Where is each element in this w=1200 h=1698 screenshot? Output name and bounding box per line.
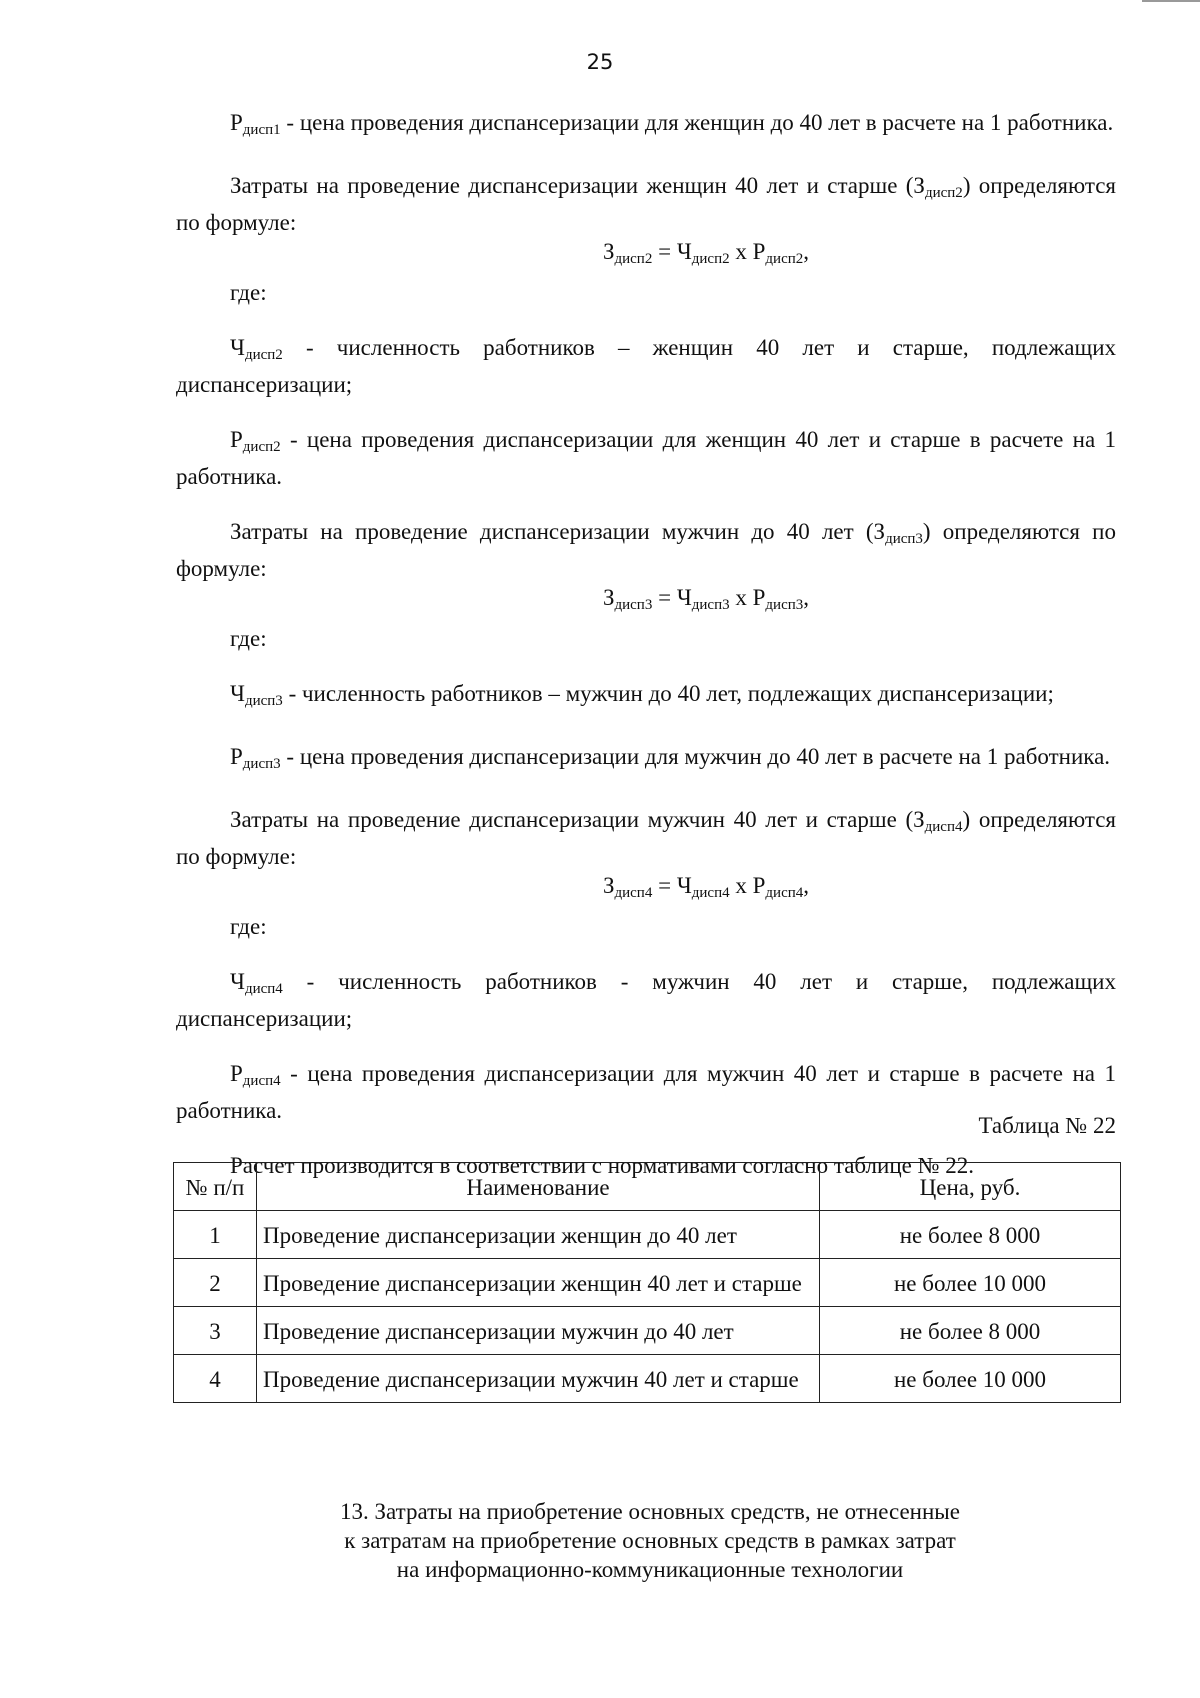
paragraph-p-disp3: $Р_{дисп3}$ - цена проведения диспансеризации для мужчин до 40 лет в расчете на 1 работника. [230,744,1111,772]
table-row [174,1259,1121,1307]
paragraph-p-disp4: $Р_{дисп4}$ - цена проведения диспансеризации для мужчин 40 лет и старше в расчете на 1 работника. [176,1061,1116,1123]
table-row [174,1211,1121,1259]
section-heading-line: на информационно-коммуникационные технологии [396,1557,904,1582]
cell-name: Проведение диспансеризации мужчин до 40 лет [257,1307,820,1355]
table-caption: Таблица № 22 [978,1113,1116,1138]
header-name: Наименование [257,1163,820,1211]
table-row [174,1355,1121,1403]
paragraph-calculation-note: Расчет производится в соответствии с нормативами согласно таблице № 22. [230,1153,975,1178]
paragraph-costs-men-40-plus: Затраты на проведение диспансеризации мужчин 40 лет и старше $(З_{дисп4})$ определяются по формуле: [176,807,1116,869]
cell-name: Проведение диспансеризации мужчин 40 лет и старше [257,1355,820,1403]
table-row [174,1307,1121,1355]
paragraph-p-disp1: $Р_{дисп1}$ - цена проведения диспансеризации для женщин до 40 лет в расчете на 1 работника. [230,110,1114,138]
paragraph-ch-disp4: $Ч_{дисп4}$ - численность работников - мужчин 40 лет и старше, подлежащих диспансеризации; [176,969,1116,1031]
paragraph-p-disp2: $Р_{дисп2}$ - цена проведения диспансеризации для женщин 40 лет и старше в расчете на 1 работника. [176,427,1116,489]
where-label: где: [230,914,267,939]
paragraph-ch-disp3: $Ч_{дисп3}$ - численность работников – мужчин до 40 лет, подлежащих диспансеризации; [230,681,1054,709]
table-header-row [174,1163,1121,1211]
formula-z-disp3: $З_{дисп3} = Ч_{дисп3}$ х $Р_{дисп3}$, [602,585,810,613]
where-label: где: [230,280,267,305]
cell-price: не более 10 000 [820,1355,1121,1403]
formula-z-disp2: $З_{дисп2} = Ч_{дисп2}$ х $Р_{дисп2}$, [602,239,810,267]
cell-number: 2 [174,1259,257,1307]
header-price: Цена, руб. [820,1163,1121,1211]
page-number: 25 [586,50,614,74]
paragraph-costs-women-40-plus: Затраты на проведение диспансеризации женщин 40 лет и старше $(З_{дисп2})$ определяются по формуле: [176,173,1116,235]
header-number: № п/п [174,1163,257,1211]
section-heading-13 [0,1497,1200,1584]
cell-name: Проведение диспансеризации женщин 40 лет и старше [257,1259,820,1307]
top-edge-rule [1142,0,1200,2]
formula-z-disp4: $З_{дисп4} = Ч_{дисп4}$ х $Р_{дисп4}$, [602,873,810,901]
section-heading-line: 13. Затраты на приобретение основных средств, не отнесенные [340,1499,960,1524]
cell-price: не более 8 000 [820,1211,1121,1259]
where-label: где: [230,626,267,651]
cell-price: не более 10 000 [820,1259,1121,1307]
cell-price: не более 8 000 [820,1307,1121,1355]
cell-name: Проведение диспансеризации женщин до 40 лет [257,1211,820,1259]
document-body [176,108,1116,1180]
price-table [173,1162,1121,1403]
paragraph-ch-disp2: $Ч_{дисп2}$ - численность работников – женщин 40 лет и старше, подлежащих диспансеризации; [176,335,1116,397]
cell-number: 3 [174,1307,257,1355]
section-heading-line: к затратам на приобретение основных средств в рамках затрат [344,1528,956,1553]
cell-number: 1 [174,1211,257,1259]
paragraph-costs-men-under-40: Затраты на проведение диспансеризации мужчин до 40 лет $(З_{дисп3})$ определяются по формуле: [176,519,1116,581]
cell-number: 4 [174,1355,257,1403]
